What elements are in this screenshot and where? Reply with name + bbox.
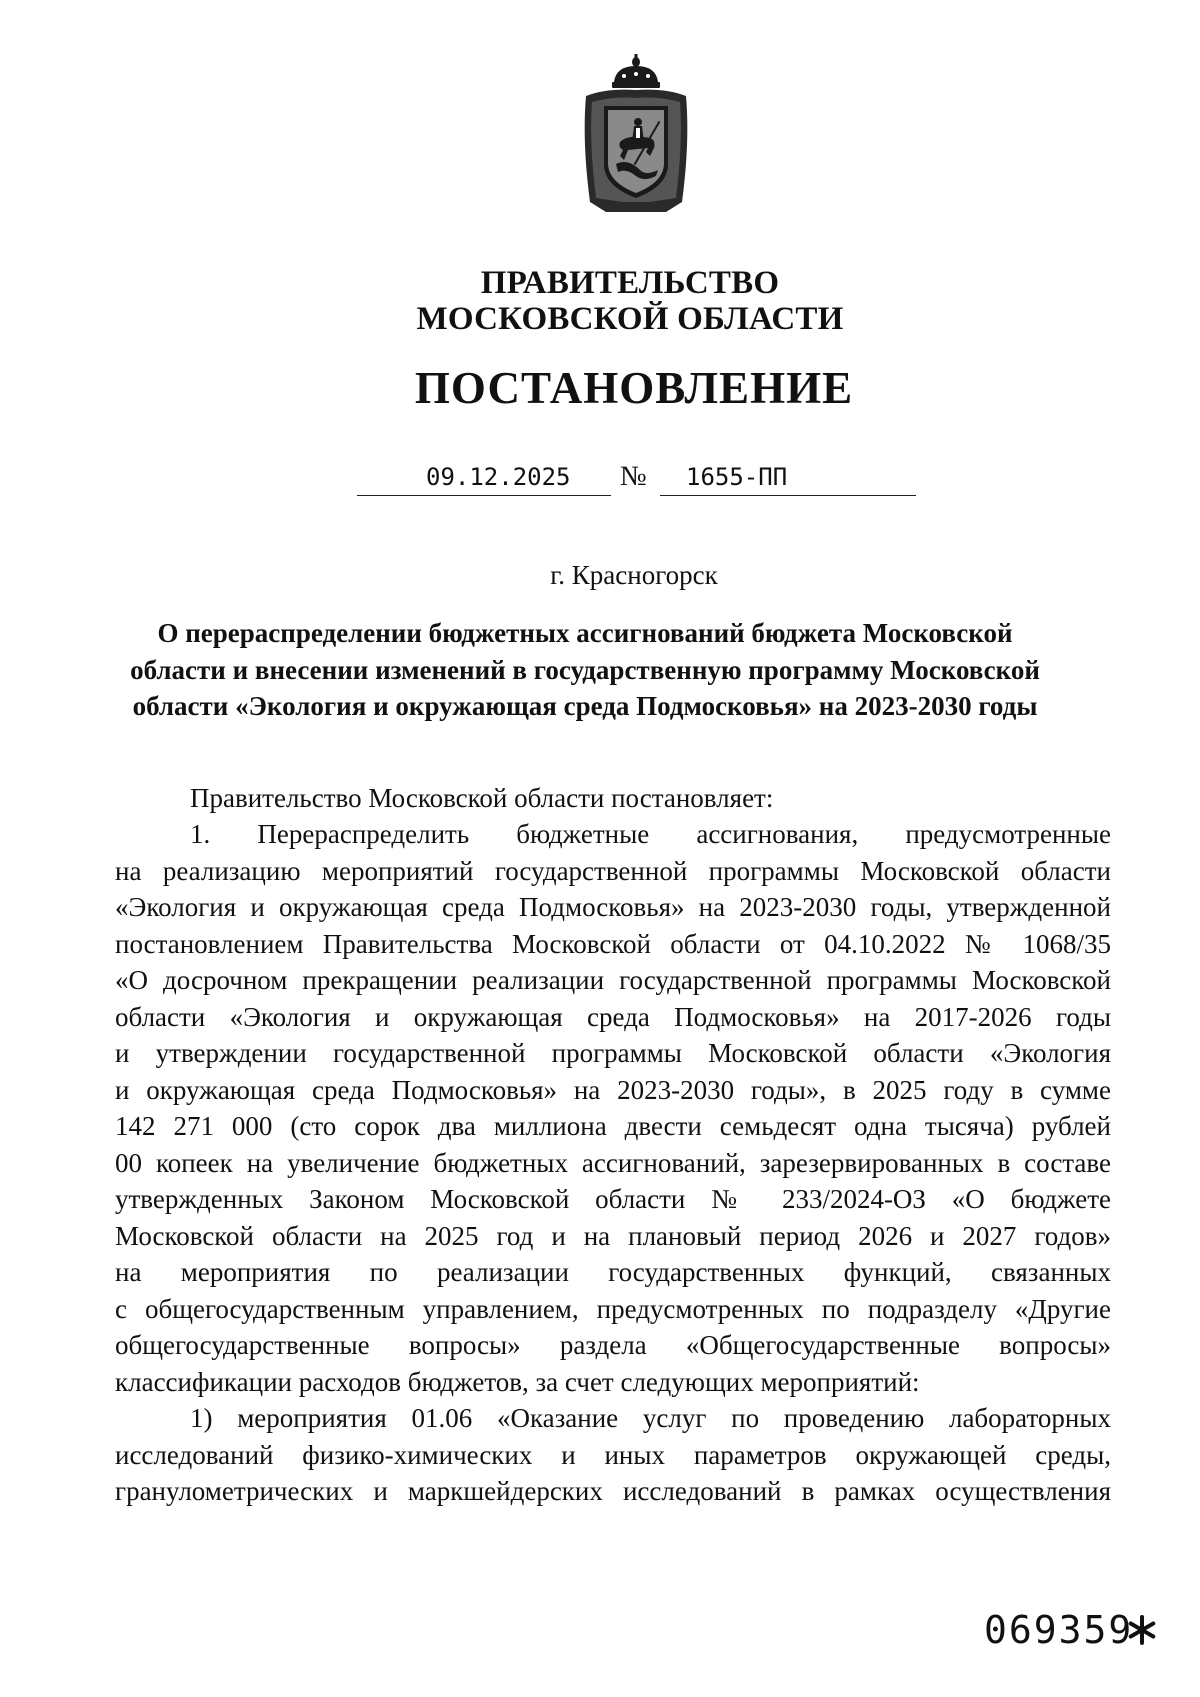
body-line: утвержденных Законом Московской области № 233/2024-ОЗ «О бюджете	[115, 1184, 1111, 1214]
body-line: «О досрочном прекращении реализации государственной программы Московской	[115, 965, 1111, 995]
body-line: Московской области на 2025 год и на плановый период 2026 и 2027 годов»	[115, 1221, 1111, 1251]
body-line: с общегосударственным управлением, предусмотренных по подразделу «Другие	[115, 1294, 1111, 1324]
body-line: области «Экология и окружающая среда Подмосковья» на 2017-2026 годы	[115, 1002, 1111, 1032]
number-underline	[660, 495, 916, 496]
body-line: 1. Перераспределить бюджетные ассигнования, предусмотренные	[190, 819, 1111, 849]
decree-date: 09.12.2025	[426, 463, 571, 491]
body-line: «Экология и окружающая среда Подмосковья» на 2023-2030 годы, утвержденной	[115, 892, 1111, 922]
body-line: общегосударственные вопросы» раздела «Общегосударственные вопросы»	[115, 1330, 1111, 1360]
body-line: постановлением Правительства Московской области от 04.10.2022 № 1068/35	[115, 929, 1111, 959]
decree-number: 1655-ПП	[686, 463, 788, 491]
subject-line: О перераспределении бюджетных ассигнований бюджета Московской	[157, 618, 1013, 648]
number-sign: №	[620, 461, 647, 492]
government-name-line1: ПРАВИТЕЛЬСТВО	[480, 265, 780, 301]
body-line: Правительство Московской области постановляет:	[190, 783, 774, 813]
subject-line: области «Экология и окружающая среда Подмосковья» на 2023-2030 годы	[132, 691, 1038, 721]
body-line: классификации расходов бюджетов, за счет следующих мероприятий:	[115, 1367, 920, 1397]
body-line: и утверждении государственной программы Московской области «Экология	[115, 1038, 1111, 1068]
document-type-title: ПОСТАНОВЛЕНИЕ	[414, 363, 854, 413]
body-line: 1) мероприятия 01.06 «Оказание услуг по проведению лабораторных	[190, 1403, 1111, 1433]
body-line: на мероприятия по реализации государственных функций, связанных	[115, 1257, 1111, 1287]
government-name-line2: МОСКОВСКОЙ ОБЛАСТИ	[416, 301, 844, 337]
subject-line: области и внесении изменений в государственную программу Московской	[130, 655, 1040, 685]
body-line: гранулометрических и маркшейдерских исследований в рамках осуществления	[115, 1476, 1111, 1506]
body-line: 00 копеек на увеличение бюджетных ассигнований, зарезервированных в составе	[115, 1148, 1111, 1178]
body-line: на реализацию мероприятий государственной программы Московской области	[115, 856, 1111, 886]
place-of-issue: г. Красногорск	[550, 560, 718, 590]
date-underline	[357, 495, 611, 496]
form-serial-number: 069359	[984, 1608, 1134, 1652]
body-line: и окружающая среда Подмосковья» на 2023-2030 годы», в 2025 году в сумме	[115, 1075, 1111, 1105]
body-line: 142 271 000 (сто сорок два миллиона двести семьдесят одна тысяча) рублей	[115, 1111, 1111, 1141]
asterisk-icon	[1126, 1614, 1158, 1646]
body-line: исследований физико-химических и иных параметров окружающей среды,	[115, 1440, 1111, 1470]
coat-of-arms-icon	[576, 52, 696, 217]
